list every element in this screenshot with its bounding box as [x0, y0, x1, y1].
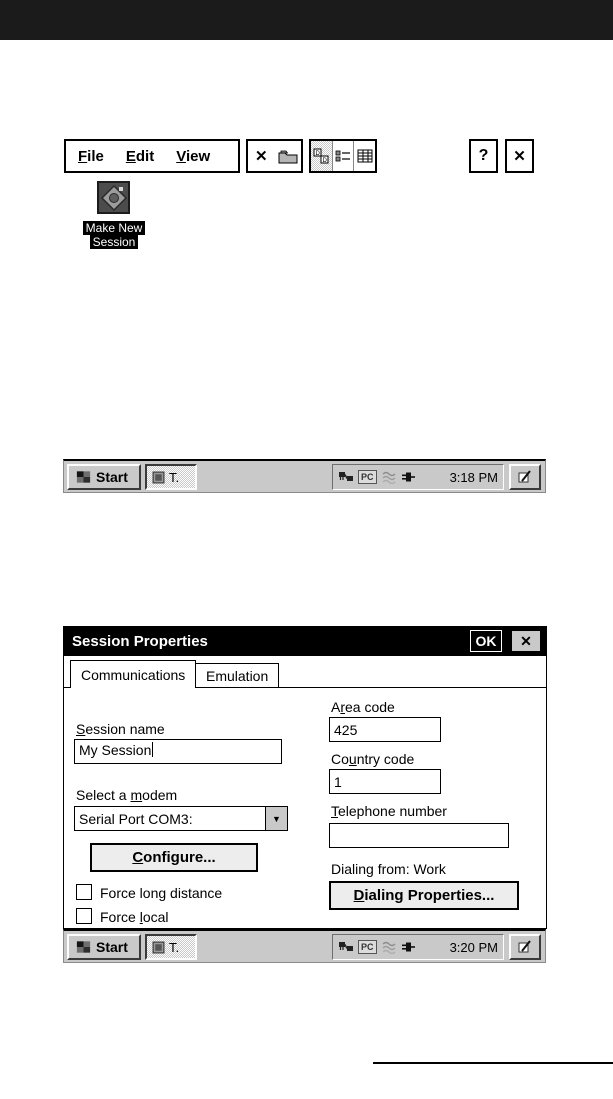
- configure-button[interactable]: Configure...: [90, 843, 258, 872]
- sound-wave-icon[interactable]: [381, 940, 397, 954]
- telephone-number-input[interactable]: [329, 823, 509, 848]
- tab-communications[interactable]: Communications: [70, 660, 196, 688]
- menu-view[interactable]: View: [176, 147, 211, 165]
- modem-select-value: Serial Port COM3:: [79, 810, 193, 827]
- area-code-label: Area code: [331, 699, 395, 715]
- task-icon: [152, 941, 165, 954]
- svg-text:D: D: [315, 151, 321, 157]
- small-icons-view-button[interactable]: [332, 141, 354, 171]
- delete-button[interactable]: [248, 141, 275, 171]
- make-new-session-label[interactable]: Make New Session: [54, 221, 174, 249]
- help-icon: ?: [478, 147, 489, 164]
- power-plug-icon[interactable]: [401, 470, 416, 484]
- details-view-button[interactable]: [353, 141, 375, 171]
- session-icon: [96, 180, 132, 216]
- window-close-button[interactable]: [505, 139, 534, 173]
- force-long-distance-checkbox[interactable]: [76, 884, 92, 900]
- telephone-number-label: Telephone number: [331, 803, 447, 819]
- large-icons-icon: [313, 148, 329, 164]
- session-name-label: Session name: [76, 721, 165, 737]
- system-tray: [332, 934, 504, 960]
- clock[interactable]: 3:18 PM: [449, 469, 498, 485]
- start-button[interactable]: Start: [67, 934, 141, 960]
- page-header-band: [0, 0, 613, 40]
- force-long-distance-label: Force long distance: [100, 885, 223, 901]
- clock[interactable]: 3:20 PM: [449, 939, 498, 955]
- country-code-label: Country code: [331, 751, 415, 767]
- footer-rule: [373, 1062, 613, 1064]
- menu-file[interactable]: File: [78, 147, 104, 165]
- windows-flag-icon: [75, 470, 92, 484]
- windows-flag-icon: [75, 940, 92, 954]
- help-button[interactable]: [469, 139, 498, 173]
- desktop-switch-button[interactable]: [509, 464, 541, 490]
- dialing-properties-button[interactable]: Dialing Properties...: [329, 881, 519, 910]
- dialog-title: Session Properties: [72, 633, 208, 650]
- small-icons-icon: [335, 149, 351, 163]
- menu-bar: [64, 139, 240, 173]
- ok-button[interactable]: OK: [470, 630, 502, 652]
- modem-select[interactable]: [74, 806, 288, 831]
- desktop-icon: [517, 469, 533, 485]
- svg-text:D: D: [322, 158, 328, 164]
- power-plug-icon[interactable]: [401, 940, 416, 954]
- connection-icon[interactable]: [338, 940, 354, 955]
- text-caret: [152, 742, 153, 757]
- taskbar: [63, 459, 546, 493]
- dialing-from-text: Dialing from: Work: [331, 861, 446, 877]
- close-icon: ✕: [520, 632, 532, 649]
- close-icon: ✕: [513, 148, 526, 165]
- start-button[interactable]: Start: [67, 464, 141, 490]
- properties-button[interactable]: [275, 141, 302, 171]
- system-tray: [332, 464, 504, 490]
- tab-emulation[interactable]: Emulation: [195, 663, 279, 688]
- task-icon: [152, 471, 165, 484]
- country-code-input[interactable]: [329, 769, 441, 794]
- toolbar-view-group: [309, 139, 377, 173]
- make-new-session-icon[interactable]: [94, 178, 134, 218]
- pc-card-icon[interactable]: PC: [358, 470, 377, 484]
- desktop-switch-button[interactable]: [509, 934, 541, 960]
- pc-card-icon[interactable]: PC: [358, 940, 377, 954]
- task-button-terminal[interactable]: T.: [145, 464, 197, 490]
- toolbar-edit-group: [246, 139, 303, 173]
- force-local-checkbox[interactable]: [76, 908, 92, 924]
- large-icons-view-button[interactable]: [311, 141, 332, 171]
- modem-label: Select a modem: [76, 787, 178, 803]
- details-icon: [357, 149, 373, 163]
- menu-edit[interactable]: Edit: [125, 147, 155, 165]
- dialog-close-button[interactable]: [511, 630, 541, 652]
- delete-icon: ✕: [254, 148, 268, 165]
- session-properties-dialog: [63, 626, 547, 929]
- force-local-label: Force local: [100, 909, 169, 925]
- folder-icon: [278, 149, 298, 164]
- sound-wave-icon[interactable]: [381, 470, 397, 484]
- session-name-input[interactable]: My Session: [74, 739, 282, 764]
- area-code-input[interactable]: [329, 717, 441, 742]
- task-button-terminal[interactable]: T.: [145, 934, 197, 960]
- dropdown-button[interactable]: [265, 807, 287, 830]
- taskbar: [63, 929, 546, 963]
- desktop-icon: [517, 939, 533, 955]
- connection-icon[interactable]: [338, 470, 354, 485]
- chevron-down-icon: ▼: [272, 813, 281, 824]
